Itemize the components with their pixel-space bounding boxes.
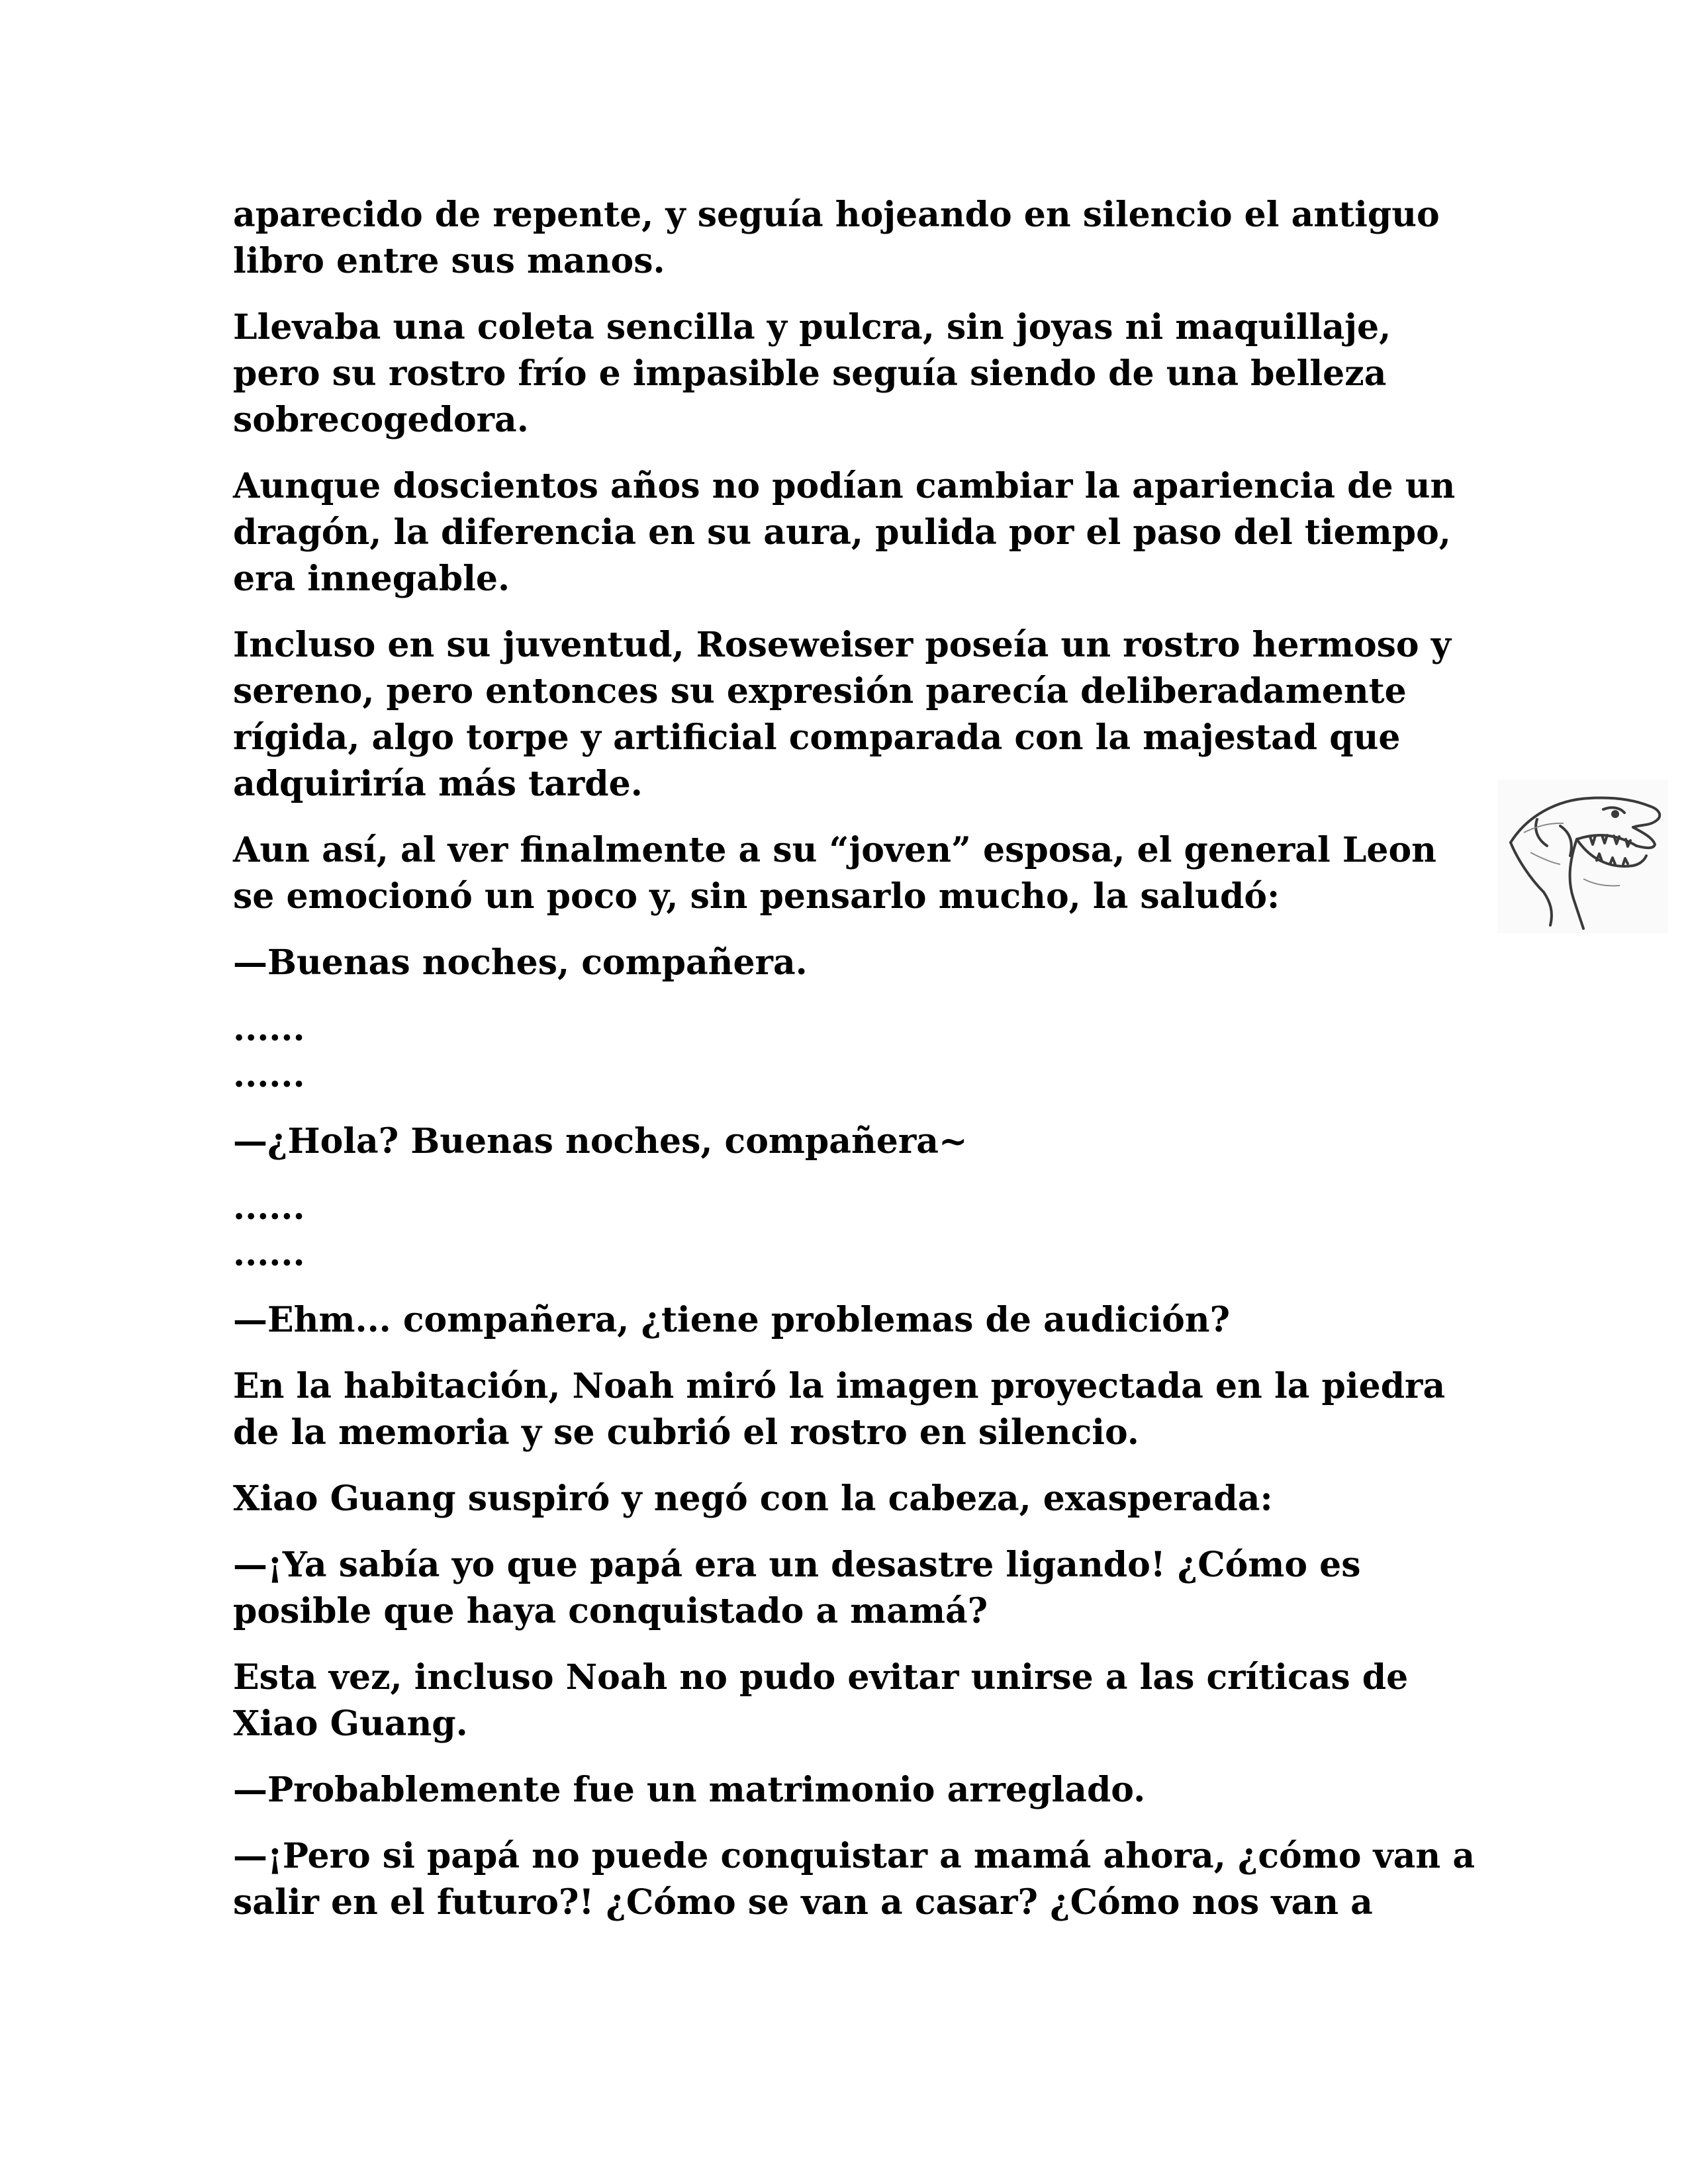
dialogue-line: —¿Hola? Buenas noches, compañera~ — [233, 1121, 968, 1161]
dinosaur-head-sketch-icon — [1497, 780, 1668, 933]
ellipsis-group — [233, 1185, 1477, 1277]
paragraph: Incluso en su juventud, Roseweiser poseía un rostro hermoso y sereno, pero entonces su expresión parecía deliberadamente rígida, algo torpe y artificial comparada con la majestad que adquiriría más tarde. — [233, 625, 1451, 804]
dialogue-line: —¡Ya sabía yo que papá era un desastre ligando! ¿Cómo es posible que haya conquistado a mamá? — [233, 1545, 1361, 1631]
ellipsis-group — [233, 1006, 1477, 1099]
dialogue-line: —¡Pero si papá no puede conquistar a mamá ahora, ¿cómo van a salir en el futuro?! ¿Cómo se van a casar? ¿Cómo nos van a — [233, 1836, 1476, 1923]
paragraph: Aunque doscientos años no podían cambiar la apariencia de un dragón, la diferencia en su aura, pulida por el paso del tiempo, era innegable. — [233, 466, 1456, 599]
dialogue-line: —Ehm... compañera, ¿tiene problemas de audición? — [233, 1300, 1231, 1340]
ellipsis-line: ...... — [233, 1055, 305, 1095]
body-text — [233, 192, 1477, 1946]
ellipsis-line: ...... — [233, 1234, 305, 1274]
ellipsis-line: ...... — [233, 1187, 305, 1228]
paragraph: Llevaba una coleta sencilla y pulcra, sin joyas ni maquillaje, pero su rostro frío e impasible seguía siendo de una belleza sobrecogedora. — [233, 307, 1391, 440]
paragraph: Xiao Guang suspiró y negó con la cabeza, exasperada: — [233, 1479, 1273, 1519]
paragraph: Aun así, al ver finalmente a su “joven” esposa, el general Leon se emocionó un poco y, sin pensarlo mucho, la saludó: — [233, 830, 1436, 917]
ellipsis-line: ...... — [233, 1009, 305, 1049]
paragraph: aparecido de repente, y seguía hojeando en silencio el antiguo libro entre sus manos. — [233, 195, 1440, 281]
paragraph: Esta vez, incluso Noah no pudo evitar unirse a las críticas de Xiao Guang. — [233, 1657, 1409, 1744]
paragraph: En la habitación, Noah miró la imagen proyectada en la piedra de la memoria y se cubrió el rostro en silencio. — [233, 1366, 1446, 1453]
dialogue-line: —Buenas noches, compañera. — [233, 942, 808, 983]
dialogue-line: —Probablemente fue un matrimonio arreglado. — [233, 1770, 1146, 1810]
